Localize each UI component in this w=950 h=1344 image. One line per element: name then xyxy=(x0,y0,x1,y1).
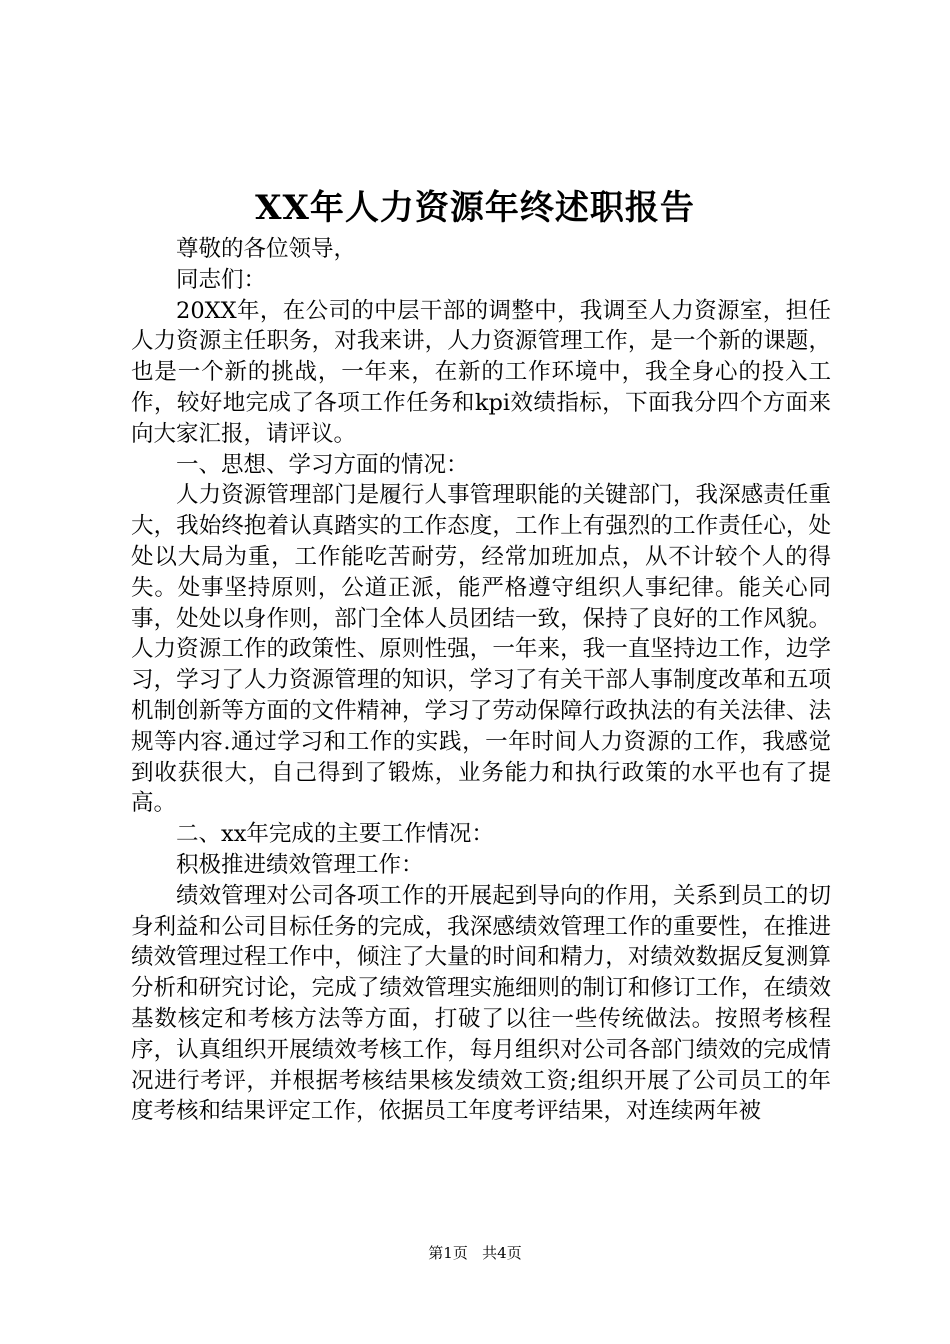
paragraph-salutation-2: 同志们： xyxy=(176,266,267,293)
page-footer xyxy=(0,1243,950,1263)
page-separator xyxy=(473,1244,478,1262)
document-body xyxy=(131,234,831,1127)
page-total: 共4页 xyxy=(482,1244,522,1262)
paragraph-salutation: 尊敬的各位领导， xyxy=(176,236,357,262)
page-number: 第1页 xyxy=(428,1244,468,1262)
paragraph-intro: 20XX年，在公司的中层干部的调整中，我调至人力资源室，担任人力资源主任职务，对我来讲，人力资源管理工作，是一个新的课题，也是一个新的挑战，一年来，在新的工作环境中，我全身心的投入工作，较好地完成了各项工作任务和kpi效绩指标，下面我分四个方面来向大家汇报，请评议。 xyxy=(131,297,831,447)
section-heading-2: 二、xx年完成的主要工作情况： xyxy=(176,821,494,848)
section-heading-1: 一、思想、学习方面的情况： xyxy=(176,451,469,478)
document-title: XX年人力资源年终述职报告 xyxy=(255,188,695,228)
subsection-heading: 积极推进绩效管理工作： xyxy=(176,851,424,878)
paragraph-performance: 绩效管理对公司各项工作的开展起到导向的作用，关系到员工的切身利益和公司目标任务的完成，我深感绩效管理工作的重要性，在推进绩效管理过程工作中，倾注了大量的时间和精力，对绩效数据反复测算分析和研究讨论，完成了绩效管理实施细则的制订和修订工作，在绩效基数核定和考核方法等方面，打破了以往一些传统做法。按照考核程序，认真组织开展绩效考核工作，每月组织对公司各部门绩效的完成情况进行考评，并根据考核结果核发绩效工资;组织开展了公司员工的年度考核和结果评定工作，依据员工年度考评结果，对连续两年被 xyxy=(131,882,831,1125)
paragraph-section-1: 人力资源管理部门是履行人事管理职能的关键部门，我深感责任重大，我始终抱着认真踏实的工作态度，工作上有强烈的工作责任心，处处以大局为重，工作能吃苦耐劳，经常加班加点，从不计较个人的得失。处事坚持原则，公道正派，能严格遵守组织人事纪律。能关心同事，处处以身作则，部门全体人员团结一致，保持了良好的工作风貌。人力资源工作的政策性、原则性强，一年来，我一直坚持边工作，边学习，学习了人力资源管理的知识，学习了有关干部人事制度改革和五项机制创新等方面的文件精神，学习了劳动保障行政执法的有关法律、法规等内容.通过学习和工作的实践，一年时间人力资源的工作，我感觉到收获很大，自己得到了锻炼，业务能力和执行政策的水平也有了提高。 xyxy=(131,482,831,817)
